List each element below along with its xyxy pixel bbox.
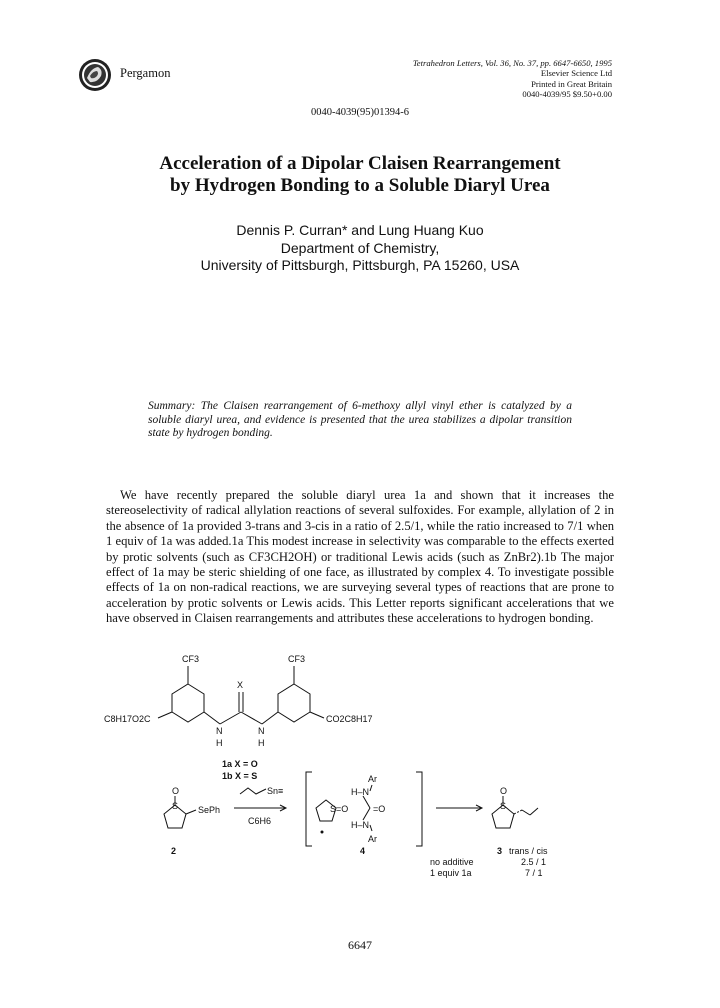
title-line: Acceleration of a Dipolar Claisen Rearrangement [159, 153, 561, 174]
complex-hn-bottom: H–N [351, 820, 370, 830]
ratio-header: trans / cis [509, 846, 548, 856]
no-additive-ratio: 2.5 / 1 [521, 857, 547, 867]
reaction-scheme [104, 648, 590, 878]
cf3-right-label: CF3 [288, 654, 306, 664]
product-3-sulfur: S [500, 801, 507, 811]
compound-2-label: 2 [171, 846, 177, 856]
compound-2-sulfur: S [172, 801, 179, 811]
equiv-label: 1 equiv 1a [430, 868, 472, 878]
doi-code: 0040-4039(95)01394-6 [311, 107, 409, 118]
author-names: Dennis P. Curran* and Lung Huang Kuo [236, 222, 484, 238]
summary-abstract [148, 400, 572, 441]
left-ester-label: C8H17O2C [104, 714, 151, 724]
compound-3-label: 3 [497, 846, 503, 856]
reagent-top-label: Sn≡ [267, 786, 284, 796]
compound-1a-label: 1a X = O [222, 759, 258, 769]
author-affiliation: University of Pittsburgh, Pittsburgh, PA 15260, USA [200, 257, 520, 273]
journal-line: Printed in Great Britain [531, 78, 612, 89]
urea-x-label: X [237, 680, 244, 690]
compound-4-label: 4 [360, 846, 366, 856]
journal-citation [413, 58, 612, 100]
urea-structure [158, 666, 324, 724]
author-block [0, 222, 720, 275]
body-text [106, 488, 614, 627]
urea-h-left: H [216, 738, 223, 748]
author-department: Department of Chemistry, [280, 239, 440, 256]
complex-ar-top: Ar [368, 774, 377, 784]
product-3-structure [492, 796, 538, 828]
title-line: by Hydrogen Bonding to a Soluble Diaryl Urea [170, 175, 550, 196]
compound-2-oxygen: O [172, 786, 180, 796]
paper-title [0, 153, 720, 197]
equiv-ratio: 7 / 1 [525, 868, 543, 878]
stereocenter-dot-icon [321, 831, 324, 834]
urea-h-right: H [258, 738, 265, 748]
urea-nh-right: N [258, 726, 265, 736]
compound-1b-label: 1b X = S [222, 771, 258, 781]
summary-label: Summary: [148, 400, 196, 412]
complex-carbonyl-label: =O [373, 804, 386, 814]
pergamon-logo-icon [78, 58, 112, 92]
journal-line: Tetrahedron Letters, Vol. 36, No. 37, pp. 6647-6650, 1995 [412, 58, 612, 68]
complex-4-structure [306, 772, 422, 846]
journal-line: 0040-4039/95 $9.50+0.00 [522, 89, 612, 100]
publisher-name: Pergamon [120, 66, 171, 80]
reagent-bottom-label: C6H6 [248, 816, 272, 826]
right-ester-label: CO2C8H17 [326, 714, 373, 724]
journal-line: Elsevier Science Ltd [540, 68, 612, 79]
seph-label: SePh [198, 805, 221, 815]
complex-so-label: S=O [330, 804, 349, 814]
product-3-oxygen: O [500, 786, 508, 796]
page-number: 6647 [348, 938, 372, 952]
complex-ar-bottom: Ar [368, 834, 377, 844]
body-paragraph: We have recently prepared the soluble diaryl urea 1a and shown that it increases the stereoselectivity of radical allylation reactions of several sulfoxides. For example, allylation of 2 in the absence of 1a provided 3-trans and 3-cis in a ratio of 2.5/1, while the ratio increased to 7/1 when 1 equiv of 1a was added.1a This modest increase in selectivity was comparable to the effects exerted by protic solvents (such as CF3CH2OH) or traditional Lewis acids (such as ZnBr2).1b The major effect of 1a may be steric shielding of one face, as illustrated by complex 4. To investigate possible effects of 1a on non-radical reactions, we are surveying several types of reactions that are prone to acceleration by protic solvents or Lewis acids. This Letter reports significant accelerations that we have observed in Claisen rearrangements and attributes these accelerations to hydrogen bonding. [106, 488, 614, 626]
sulfoxide-2-structure [164, 796, 196, 828]
summary-text: The Claisen rearrangement of 6-methoxy allyl vinyl ether is catalyzed by a soluble diaryl urea, and evidence is presented that the urea stabilizes a dipolar transition state by hydrogen bonding. [148, 400, 572, 439]
product-arrow-icon [436, 805, 482, 811]
cf3-left-label: CF3 [182, 654, 200, 664]
complex-hn-top: H–N [351, 787, 370, 797]
urea-nh-left: N [216, 726, 223, 736]
no-additive-label: no additive [430, 857, 474, 867]
